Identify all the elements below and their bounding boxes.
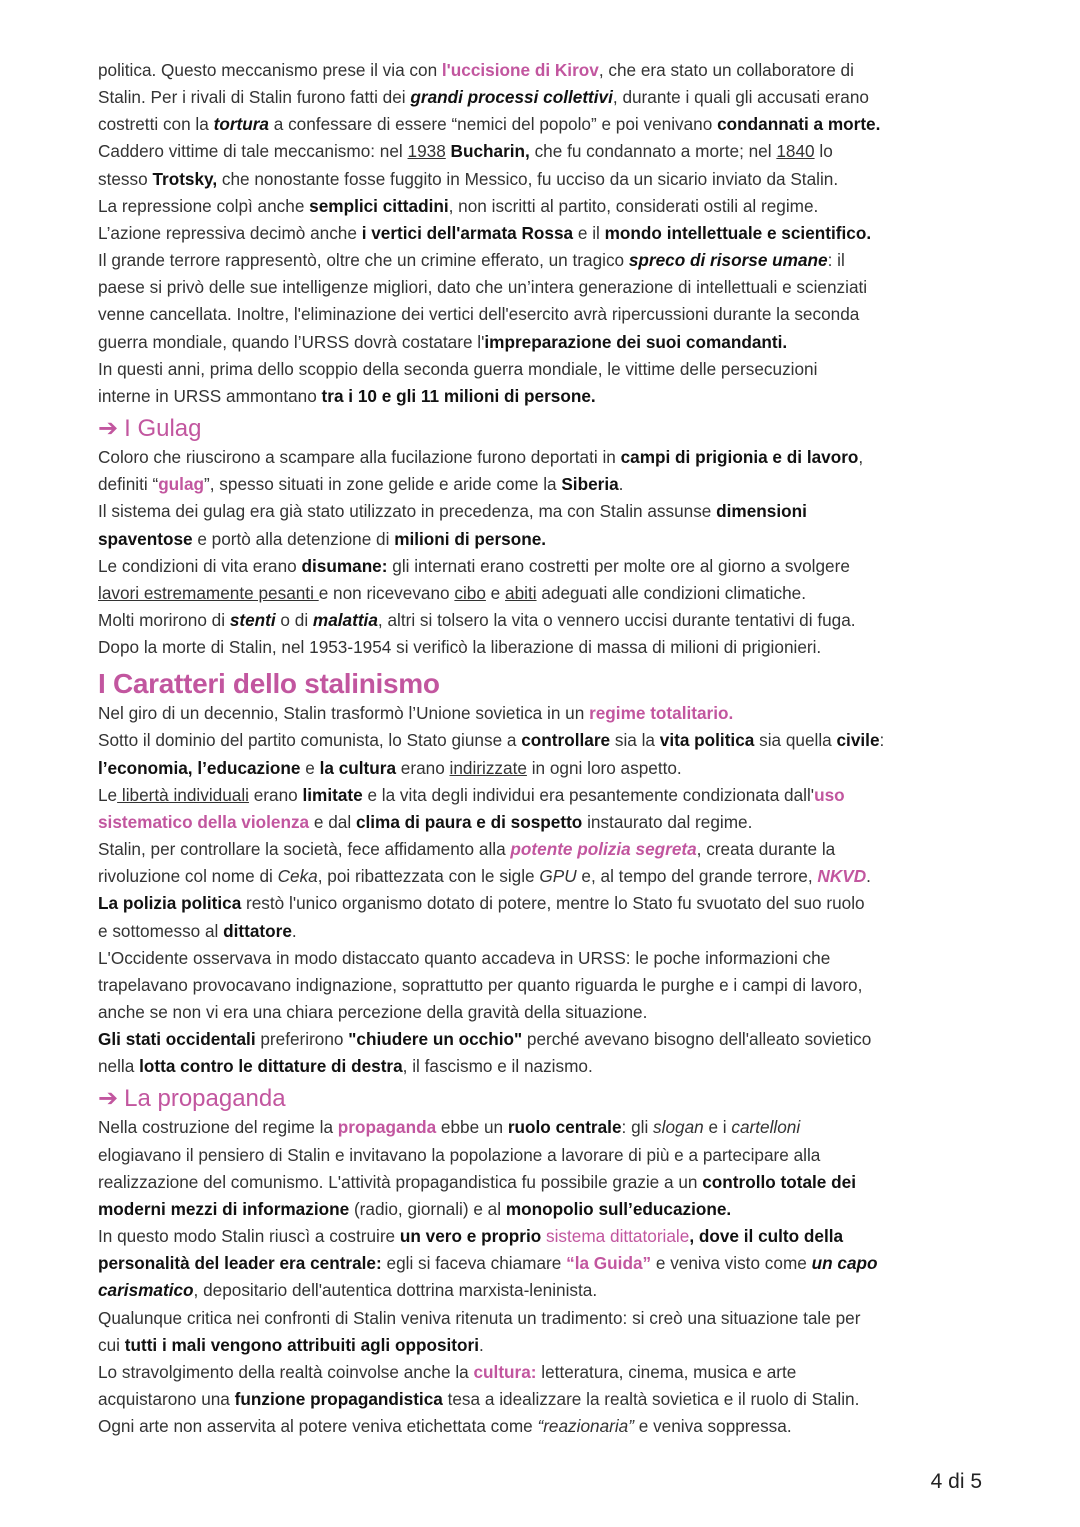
emphasis: clima di paura e di sospetto bbox=[355, 811, 583, 832]
text: : gli bbox=[621, 1117, 654, 1138]
text: : bbox=[879, 730, 885, 751]
emphasis: personalità del leader era centrale: bbox=[98, 1253, 382, 1274]
text: , durante i quali gli accusati erano bbox=[612, 87, 869, 108]
text: e bbox=[485, 582, 506, 603]
text: . bbox=[618, 474, 624, 495]
text: e dal bbox=[309, 811, 356, 832]
text: a confessare di essere “nemici del popolo” e poi venivano bbox=[268, 114, 718, 135]
emphasis: semplici cittadini bbox=[309, 195, 449, 216]
text: : il bbox=[827, 250, 845, 271]
highlight: uso bbox=[814, 784, 845, 805]
emphasis: , dove il bbox=[689, 1226, 759, 1247]
year-1840: 1840 bbox=[776, 141, 815, 162]
text: , altri si tolsero la vita o vennero uccisi durante tentativi di fuga. bbox=[377, 609, 856, 630]
emphasis: l’economia, l’educazione bbox=[98, 757, 301, 778]
text: venne cancellata. Inoltre, l'eliminazione dei vertici dell'esercito avrà ripercussioni durante la seconda bbox=[98, 304, 860, 325]
underlined-text: libertà individuali bbox=[117, 784, 249, 805]
text: Le bbox=[98, 784, 118, 805]
highlight: “la Guida” bbox=[566, 1253, 652, 1274]
text: egli si faceva chiamare bbox=[381, 1253, 567, 1274]
emphasis: "chiudere un occhio" bbox=[348, 1029, 523, 1050]
text: preferirono bbox=[255, 1029, 349, 1050]
text: e, al tempo del grande terrore, bbox=[576, 866, 818, 887]
text: e i bbox=[703, 1117, 732, 1138]
text: in ogni loro aspetto. bbox=[526, 757, 682, 778]
emphasis: civile bbox=[836, 730, 880, 751]
text: che nonostante fosse fuggito in Messico, fu ucciso da un sicario inviato da Stalin. bbox=[217, 168, 839, 189]
text: e sottomesso al bbox=[98, 920, 224, 941]
text: Molti morirono di bbox=[98, 609, 230, 630]
text: , il fascismo e il nazismo. bbox=[402, 1056, 593, 1077]
emphasis: Bucharin, bbox=[450, 141, 530, 162]
text: , depositario dell'autentica dottrina marxista-leninista. bbox=[193, 1280, 598, 1301]
underlined-text: lavori estremamente pesanti bbox=[98, 582, 319, 603]
emphasis: carismatico bbox=[98, 1280, 194, 1301]
page-number: 4 di 5 bbox=[930, 1470, 982, 1493]
text: nella bbox=[98, 1056, 140, 1077]
emphasis: Siberia bbox=[561, 474, 619, 495]
emphasis: un vero e proprio bbox=[399, 1226, 542, 1247]
emphasis: dimensioni bbox=[716, 501, 807, 522]
emphasis: spreco di risorse umane bbox=[628, 250, 828, 271]
text: . bbox=[291, 920, 297, 941]
text: . bbox=[866, 866, 871, 887]
text: , bbox=[858, 447, 864, 468]
subheading-gulag bbox=[98, 414, 983, 444]
text: rivoluzione col nome di bbox=[98, 866, 278, 887]
underlined-text: abiti bbox=[505, 582, 537, 603]
emphasis: grandi processi collettivi bbox=[410, 87, 613, 108]
italic-text: cartelloni bbox=[731, 1117, 801, 1138]
text: ebbe un bbox=[436, 1117, 508, 1138]
emphasis: tra i 10 e gli 11 milioni di persone. bbox=[321, 385, 596, 406]
emphasis: La polizia politica bbox=[98, 893, 242, 914]
text: e veniva visto come bbox=[651, 1253, 812, 1274]
emphasis: moderni mezzi di informazione bbox=[98, 1198, 350, 1219]
text: sia la bbox=[610, 730, 660, 751]
emphasis: impreparazione dei suoi comandanti. bbox=[484, 331, 788, 352]
highlight: cultura: bbox=[473, 1361, 537, 1382]
subheading-propaganda bbox=[98, 1084, 983, 1114]
text: costretti con la bbox=[98, 114, 214, 135]
text: ”, spesso situati in zone gelide e aride come la bbox=[204, 474, 562, 495]
text: Il sistema dei gulag era già stato utilizzato in precedenza, ma con Stalin assunse bbox=[98, 501, 717, 522]
emphasis: stenti bbox=[229, 609, 276, 630]
text: Qualunque critica nei confronti di Stalin veniva ritenuta un tradimento: si creò una situazione tale per bbox=[98, 1307, 861, 1328]
text: , creata durante la bbox=[696, 839, 836, 860]
text: lo bbox=[814, 141, 833, 162]
text: Caddero vittime di tale meccanismo: nel bbox=[98, 141, 408, 162]
emphasis: tutti i mali vengono attribuiti agli oppositori bbox=[124, 1334, 479, 1355]
text: perché avevano bisogno dell'alleato sovietico bbox=[522, 1029, 872, 1050]
highlight-gulag: gulag bbox=[158, 474, 205, 495]
text: , che era stato un collaboratore di bbox=[598, 60, 854, 80]
italic-text: slogan bbox=[653, 1117, 704, 1138]
section-heading-caratteri: I Caratteri dello stalinismo bbox=[98, 668, 440, 700]
highlight: NKVD bbox=[817, 866, 867, 887]
text: elogiavano il pensiero di Stalin e invitavano la popolazione a lavorare di più e a partecipare alla bbox=[98, 1144, 821, 1165]
text: . bbox=[479, 1334, 484, 1355]
emphasis: lotta contro le dittature di destra bbox=[139, 1056, 403, 1077]
text: , non iscritti al partito, considerati ostili al regime. bbox=[448, 195, 819, 216]
emphasis: campi di prigionia e di lavoro bbox=[620, 447, 859, 468]
emphasis: monopolio sull’educazione. bbox=[505, 1198, 732, 1219]
text: e bbox=[300, 757, 320, 778]
gulag-paragraph bbox=[98, 444, 983, 661]
text: e il bbox=[573, 222, 605, 243]
text: restò l'unico organismo dotato di potere, mentre lo Stato fu svuotato del suo ruolo bbox=[241, 893, 865, 914]
propaganda-paragraph bbox=[98, 1114, 983, 1440]
text: che fu condannato a morte; nel bbox=[529, 141, 777, 162]
emphasis: Gli stati occidentali bbox=[98, 1029, 256, 1050]
underlined-text: indirizzate bbox=[449, 757, 527, 778]
text: guerra mondiale, quando l’URSS dovrà costatare l' bbox=[98, 331, 485, 352]
highlight: potente polizia segreta bbox=[510, 839, 697, 860]
arrow-right-icon: ➔ bbox=[98, 1085, 119, 1113]
highlight: regime totalitario. bbox=[589, 703, 734, 724]
emphasis: tortura bbox=[213, 114, 269, 135]
intro-paragraph bbox=[98, 57, 983, 410]
text: letteratura, cinema, musica e arte bbox=[536, 1361, 797, 1382]
text: definiti “ bbox=[98, 474, 159, 495]
emphasis: controllare bbox=[521, 730, 611, 751]
caratteri-paragraph bbox=[98, 700, 983, 1080]
text: Le condizioni di vita erano bbox=[98, 555, 302, 576]
text: La repressione colpì anche bbox=[98, 195, 310, 216]
text: Dopo la morte di Stalin, nel 1953-1954 si verificò la liberazione di massa di milioni di prigionieri. bbox=[98, 637, 822, 658]
text: Ogni arte non asservita al potere veniva etichettata come bbox=[98, 1416, 538, 1437]
emphasis: un capo bbox=[811, 1253, 878, 1274]
text: politica. Questo meccanismo prese il via con bbox=[98, 60, 442, 80]
emphasis: culto della bbox=[758, 1226, 844, 1247]
text: Nella costruzione del regime la bbox=[98, 1117, 338, 1138]
text: gli internati erano costretti per molte ore al giorno a svolgere bbox=[387, 555, 850, 576]
subheading-title: La propaganda bbox=[124, 1085, 286, 1113]
emphasis: controllo totale dei bbox=[702, 1171, 856, 1192]
text: Sotto il dominio del partito comunista, lo Stato giunse a bbox=[98, 730, 522, 751]
emphasis: milioni di persone. bbox=[394, 528, 547, 549]
emphasis: funzione propagandistica bbox=[234, 1389, 443, 1410]
year-1938: 1938 bbox=[407, 141, 446, 162]
arrow-right-icon: ➔ bbox=[98, 415, 119, 443]
text: erano bbox=[248, 784, 303, 805]
text: o di bbox=[275, 609, 313, 630]
text: Lo stravolgimento della realtà coinvolse anche la bbox=[98, 1361, 474, 1382]
emphasis: malattia bbox=[312, 609, 378, 630]
text: paese si privò delle sue intelligenze migliori, dato che un’intera generazione di intellettuali e scienziati bbox=[98, 277, 868, 298]
emphasis: dittatore bbox=[223, 920, 292, 941]
emphasis: i vertici dell'armata Rossa bbox=[361, 222, 574, 243]
emphasis: limitate bbox=[302, 784, 363, 805]
text: L’azione repressiva decimò anche bbox=[98, 222, 362, 243]
text: (radio, giornali) e al bbox=[349, 1198, 506, 1219]
text: Il grande terrore rappresentò, oltre che un crimine efferato, un tragico bbox=[98, 250, 629, 271]
highlight: sistematico della violenza bbox=[98, 811, 310, 832]
emphasis: mondo intellettuale e scientifico. bbox=[604, 222, 872, 243]
text: trapelavano provocavano indignazione, soprattutto per quanto riguarda le purghe e i campi di lavoro, bbox=[98, 974, 863, 995]
emphasis: la cultura bbox=[319, 757, 397, 778]
text: e veniva soppressa. bbox=[633, 1416, 792, 1437]
highlight-kirov: l'uccisione di Kirov bbox=[441, 60, 599, 80]
text: In questo modo Stalin riuscì a costruire bbox=[98, 1226, 400, 1247]
highlight: propaganda bbox=[337, 1117, 437, 1138]
text: adeguati alle condizioni climatiche. bbox=[536, 582, 806, 603]
emphasis: disumane: bbox=[301, 555, 388, 576]
text: e non ricevevano bbox=[318, 582, 455, 603]
text: tesa a idealizzare la realtà sovietica e il ruolo di Stalin. bbox=[442, 1389, 860, 1410]
text: Nel giro di un decennio, Stalin trasformò l’Unione sovietica in un bbox=[98, 703, 590, 724]
text: instaurato dal regime. bbox=[582, 811, 753, 832]
text: erano bbox=[396, 757, 450, 778]
emphasis: spaventose bbox=[98, 528, 193, 549]
page-content bbox=[98, 57, 983, 1440]
text: interne in URSS ammontano bbox=[98, 385, 322, 406]
italic-text: GPU bbox=[539, 866, 577, 887]
text: sia quella bbox=[754, 730, 837, 751]
emphasis: ruolo centrale bbox=[507, 1117, 622, 1138]
text: Coloro che riuscirono a scampare alla fucilazione furono deportati in bbox=[98, 447, 621, 468]
text: Stalin. Per i rivali di Stalin furono fatti dei bbox=[98, 87, 411, 108]
subheading-title: I Gulag bbox=[124, 415, 202, 443]
emphasis: vita politica bbox=[659, 730, 755, 751]
text: L'Occidente osservava in modo distaccato quanto accadeva in URSS: le poche informazioni che bbox=[98, 947, 831, 968]
text: anche se non vi era una chiara percezione della gravità della situazione. bbox=[98, 1002, 648, 1022]
text: realizzazione del comunismo. L'attività propagandistica fu possibile grazie a un bbox=[98, 1171, 703, 1192]
text: e portò alla detenzione di bbox=[192, 528, 395, 549]
highlight: sistema dittatoriale bbox=[546, 1226, 690, 1247]
text: In questi anni, prima dello scoppio della seconda guerra mondiale, le vittime delle persecuzioni bbox=[98, 358, 818, 379]
emphasis: condannati a morte. bbox=[717, 114, 881, 135]
text: , poi ribattezzata con le sigle bbox=[317, 866, 540, 887]
text: e la vita degli individui era pesantemente condizionata dall' bbox=[362, 784, 815, 805]
italic-text: Ceka bbox=[277, 866, 318, 887]
text: stesso bbox=[98, 168, 153, 189]
underlined-text: cibo bbox=[454, 582, 486, 603]
text: cui bbox=[98, 1334, 125, 1355]
italic-text: “reazionaria” bbox=[537, 1416, 634, 1437]
text: Stalin, per controllare la società, fece affidamento alla bbox=[98, 839, 511, 860]
text: acquistarono una bbox=[98, 1389, 235, 1410]
emphasis: Trotsky, bbox=[152, 168, 218, 189]
